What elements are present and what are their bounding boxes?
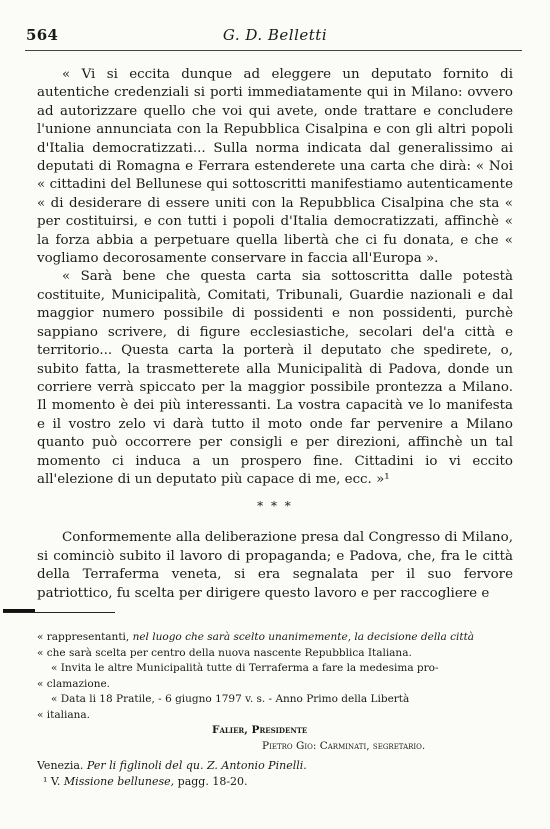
footnote-text-italic: nel luogo che sarà scelto unanimemente, la decisione della città bbox=[132, 631, 475, 643]
footnote-reference bbox=[37, 774, 513, 790]
footnote-ref-pages: pagg. 18-20. bbox=[174, 774, 248, 788]
header-rule bbox=[25, 50, 522, 51]
page-number: 564 bbox=[26, 26, 59, 44]
section-separator: * * * bbox=[257, 499, 293, 514]
signature-president: Falier, Presidente bbox=[212, 724, 308, 736]
imprint-place: Venezia. bbox=[37, 759, 87, 772]
body-text bbox=[37, 66, 513, 603]
footnote-line: « italiana. bbox=[37, 708, 90, 721]
paragraph-1: « Vi si eccita dunque ad eleggere un deputato fornito di autentiche credenziali si porti immediatamente qui in Milano: ovvero ad autorizzare quello che voi qui avete, onde trattare e concludere l'unione annunciata con la Repubblica Cisalpina e con gli altri popoli d'Italia democratizzati... Sulla norma indicata dal generalissimo ai deputati di Romagna e Ferrara estenderete una carta che dirà: « Noi « cittadini del Bellunese qui sottoscritti manifestiamo autenticamente « di desiderare di essere uniti con la Repubblica Cisalpina che sta « per costituirsi, e con tutti i popoli d'Italia democratizzati, affinchè « la forza abbia a perpetuare quella libertà che ci fu donata, e che « vogliamo decorosamente conservare in faccia all'Europa ». bbox=[37, 67, 513, 267]
footnote-ref-title: Missione bellunese, bbox=[63, 774, 175, 788]
page-header bbox=[26, 24, 524, 48]
footnote-line: « clamazione. bbox=[37, 677, 111, 690]
footnote-rule bbox=[3, 612, 115, 613]
paragraph-2: « Sarà bene che questa carta sia sottoscritta dalle potestà costituite, Municipalità, Comitati, Tribunali, Guardie nazionali e dal maggior numero possibile di possidenti e non possidenti, purchè sappiano scrivere, di figure ecclesiastiche, secolari del'a città e territorio... Questa carta la porterà il deputato che spedirete, o, subito fatta, la trasmetterete alla Municipalità di Padova, donde un corriere verrà spiccato per la maggior possibile prontezza a Milano. Il momento è dei più interessanti. La vostra capacità ve lo manifesta e il vostro zelo vi darà tutto il moto onde far pervenire a Milano quanto può occorrere per consigli e per direzioni, affinchè un tal momento ci induca a un prospero fine. Cittadini io vi eccito all'elezione di un deputato più capace di me, ecc. »¹ bbox=[37, 269, 513, 487]
imprint-printer: Per li figlinoli del qu. Z. Antonio Pinelli. bbox=[86, 759, 307, 772]
running-head: G. D. Belletti bbox=[222, 26, 328, 44]
footnote-line bbox=[37, 630, 513, 646]
footnote-text: « rappresentanti, bbox=[37, 631, 133, 643]
footnotes bbox=[37, 630, 513, 789]
footnote-line: « Data li 18 Pratile, - 6 giugno 1797 v. s. - Anno Primo della Libertà bbox=[51, 693, 410, 705]
footnote-line: « Invita le altre Municipalità tutte di Terraferma a fare la medesima pro- bbox=[51, 662, 439, 674]
imprint bbox=[37, 758, 513, 774]
footnote-ref-number: ¹ V. bbox=[43, 774, 64, 788]
footnote-line: « che sarà scelta per centro della nuova nascente Repubblica Italiana. bbox=[37, 646, 412, 659]
signature-secretary: Pietro Gio: Carminati, segretario. bbox=[262, 739, 426, 752]
paragraph-3: Conformemente alla deliberazione presa dal Congresso di Milano, si cominciò subito il lavoro di propaganda; e Padova, che, fra le città della Terraferma veneta, si era segnalata per il suo fervore patriottico, fu scelta per dirigere questo lavoro e per raccogliere e bbox=[37, 530, 513, 601]
